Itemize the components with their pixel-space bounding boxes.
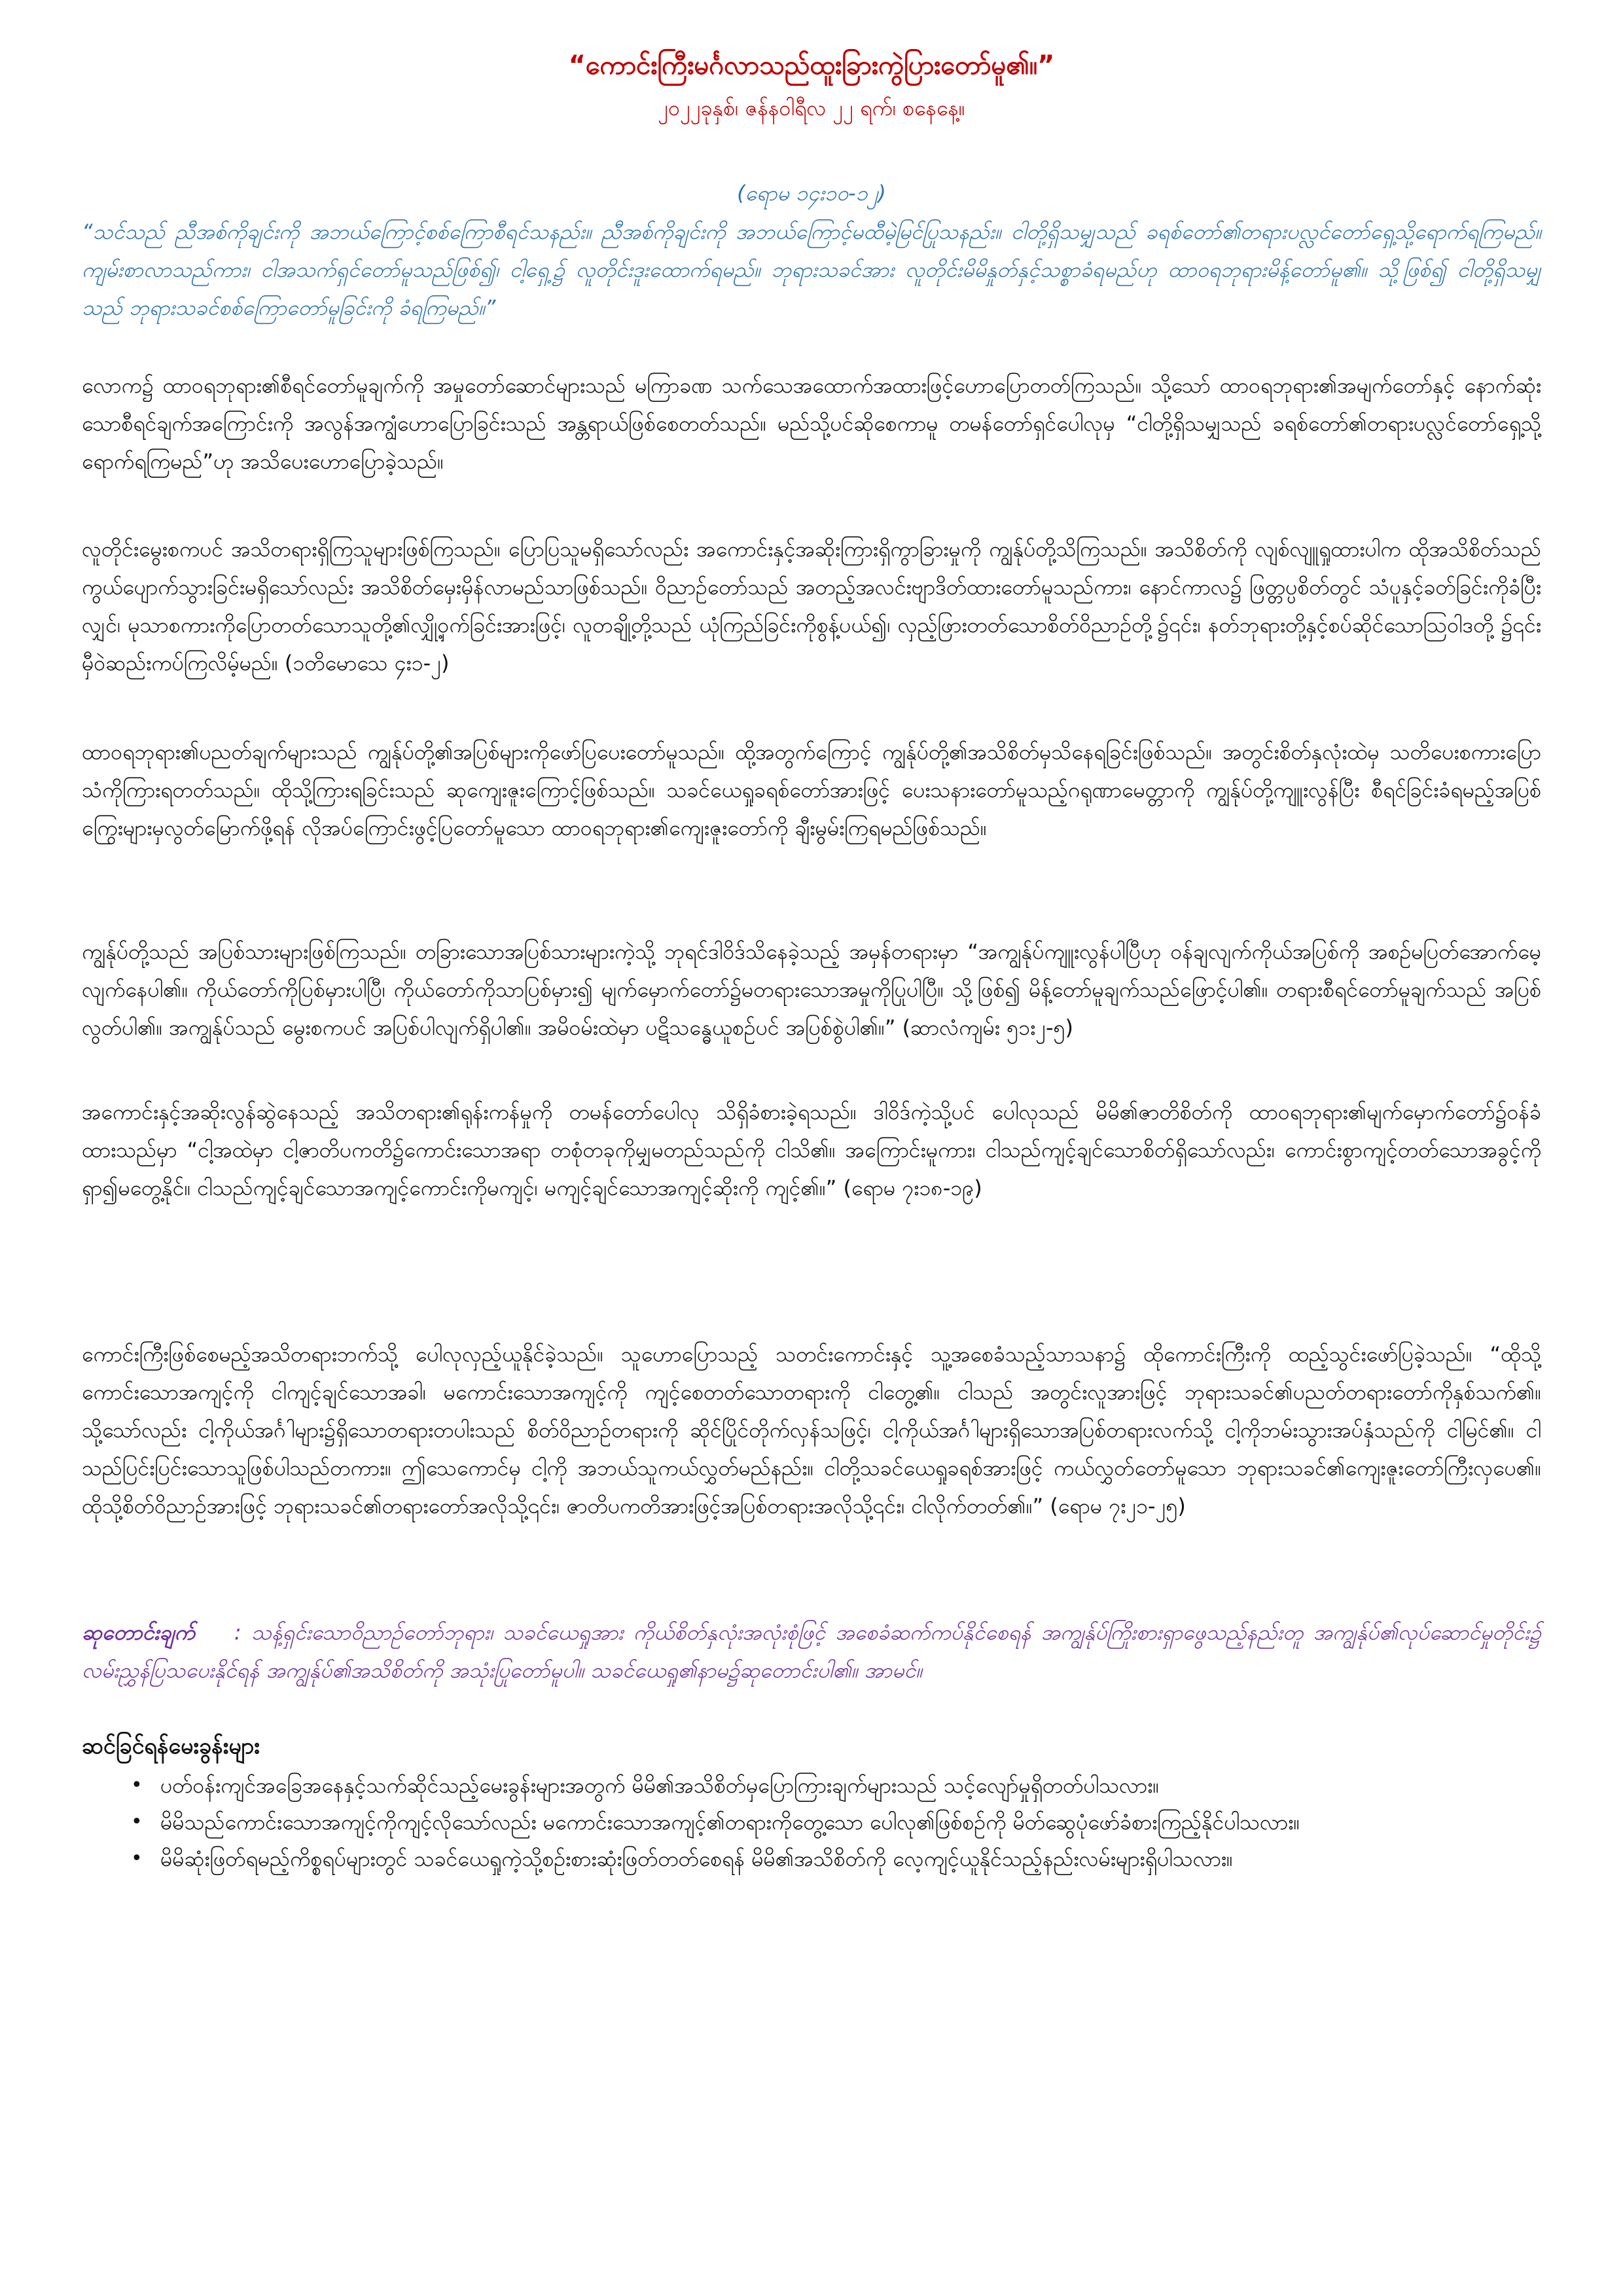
bullet-icon: •	[131, 1810, 143, 1833]
body-paragraph-5: အကောင်းနှင့်အဆိုးလွန်ဆွဲနေသည့် အသိတရား၏ရုန်းကန်မှုကို တမန်တော်ပေါလု သိရှိခံစားခဲ့ရသည်။ ဒါဝိဒ်ကဲ့သို့ပင် ပေါလုသည် မိမိ၏ဇာတိစိတ်ကို ထာဝရဘုရား၏မျက်မှောက်တော်၌ဝန်ခံထားသည်မှာ “ငါ့အထဲမှာ ငါ့ဇာတိပကတိ၌ကောင်းသောအရာ တစုံတခုကိုမျှမတည်သည်ကို ငါသိ၏။ အကြောင်းမူကား၊ ငါသည်ကျင့်ချင်သောစိတ်ရှိသော်လည်း၊ ကောင်းစွာကျင့်တတ်သောအခွင့်ကိုရှာ၍မတွေ့နိုင်။ ငါသည်ကျင့်ချင်သောအကျင့်ကောင်းကိုမကျင့်၊ မကျင့်ချင်သောအကျင့်ဆိုးကို ကျင့်၏။” (ရောမ ၇း၁၈-၁၉)	[82, 1100, 1541, 1200]
body-paragraph-3: ထာဝရဘုရား၏ပညတ်ချက်များသည် ကျွန်ုပ်တို့၏အပြစ်များကိုဖော်ပြပေးတော်မူသည်။ ထို့အတွက်ကြောင့် ကျွန်ုပ်တို့၏အသိစိတ်မှသိနေရခြင်းဖြစ်သည်။ အတွင်းစိတ်နှလုံးထဲမှ သတိပေးစကားပြောသံကိုကြားရတတ်သည်။ ထိုသို့ကြားရခြင်းသည် ဆုကျေးဇူးကြောင့်ဖြစ်သည်။ သခင်ယေရှုခရစ်တော်အားဖြင့် ပေးသနားတော်မူသည့်ဂရုဏာမေတ္တာကို ကျွန်ုပ်တို့ကျူးလွန်ပြီး စီရင်ခြင်းခံရမည့်အပြစ်ကြွေးများမှလွတ်မြောက်ဖို့ရန် လိုအပ်ကြောင်းဖွင့်ပြတော်မူသော ထာဝရဘုရား၏ကျေးဇူးတော်ကို ချီးမွမ်းကြရမည်ဖြစ်သည်။	[82, 740, 1541, 840]
body-paragraph-1: လောက၌ ထာဝရဘုရား၏စီရင်တော်မူချက်ကို အမှုတော်ဆောင်များသည် မကြာခဏ သက်သေအထောက်အထားဖြင့်ဟောပြောတတ်ကြသည်။ သို့သော် ထာဝရဘုရား၏အမျက်တော်နှင့် နောက်ဆုံးသောစီရင်ချက်အကြောင်းကို အလွန်အကျွံဟောပြောခြင်းသည် အန္တရာယ်ဖြစ်စေတတ်သည်။ မည်သို့ပင်ဆိုစေကာမူ တမန်တော်ရှင်ပေါလုမှ “ငါတို့ရှိသမျှသည် ခရစ်တော်၏တရားပလ္လင်တော်ရှေ့သို့ရောက်ရကြမည်”ဟု အသိပေးဟောပြောခဲ့သည်။	[82, 373, 1541, 474]
question-text: မိမိသည်ကောင်းသောအကျင့်ကိုကျင့်လိုသော်လည်း မကောင်းသောအကျင့်၏တရားကိုတွေ့သော ပေါလု၏ဖြစ်စဉ်ကို မိတ်ဆွေပုံဖော်ခံစားကြည့်နိုင်ပါသလား။	[160, 1810, 1300, 1835]
list-item	[82, 1840, 1541, 1877]
question-text: ပတ်ဝန်းကျင်အခြေအနေနှင့်သက်ဆိုင်သည့်မေးခွန်းများအတွက် မိမိ၏အသိစိတ်မှပြောကြားချက်များသည် သင့်လျော်မှုရှိတတ်ပါသလား။	[160, 1773, 1159, 1798]
list-item	[82, 1804, 1541, 1840]
prayer-text: : သန့်ရှင်းသောဝိညာဉ်တော်ဘုရား၊ သခင်ယေရှုအား ကိုယ်စိတ်နှလုံးအလုံးစုံဖြင့် အစေခံဆက်ကပ်နိုင်စေရန် အကျွန်ုပ်ကြိုးစားရှာဖွေသည့်နည်းတူ အကျွန်ုပ်၏လုပ်ဆောင်မှုတိုင်း၌ လမ်းညွှန်ပြသပေးနိုင်ရန် အကျွန်ုပ်၏အသိစိတ်ကို အသုံးပြုတော်မူပါ။ သခင်ယေရှု၏နာမ၌ဆုတောင်းပါ၏။ အာမင်။	[82, 1620, 1541, 1683]
bullet-icon: •	[131, 1774, 143, 1797]
body-paragraph-4: ကျွန်ုပ်တို့သည် အပြစ်သားများဖြစ်ကြသည်။ တခြားသောအပြစ်သားများကဲ့သို့ ဘုရင်ဒါဝိဒ်သိနေခဲ့သည့် အမှန်တရားမှာ “အကျွန်ုပ်ကျူးလွန်ပါပြီဟု ဝန်ချလျက်ကိုယ်အပြစ်ကို အစဉ်မပြတ်အောက်မေ့လျက်နေပါ၏။ ကိုယ်တော်ကိုပြစ်မှားပါပြီ၊ ကိုယ်တော်ကိုသာပြစ်မှား၍ မျက်မှောက်တော်၌မတရားသောအမှုကိုပြုပါပြီ။ သို့ဖြစ်၍ မိန့်တော်မူချက်သည်ဖြောင့်ပါ၏။ တရားစီရင်တော်မူချက်သည် အပြစ်လွတ်ပါ၏။ အကျွန်ုပ်သည် မွေးစကပင် အပြစ်ပါလျက်ရှိပါ၏။ အမိဝမ်းထဲမှာ ပဋိသန္ဓေယူစဉ်ပင် အပြစ်စွဲပါ၏။” (ဆာလံကျမ်း ၅၁း၂-၅)	[82, 939, 1541, 1040]
questions-heading: ဆင်ခြင်ရန်မေးခွန်းများ	[82, 1733, 260, 1759]
body-paragraph-2: လူတိုင်းမွေးစကပင် အသိတရားရှိကြသူများဖြစ်ကြသည်။ ပြောပြသူမရှိသော်လည်း အကောင်းနှင့်အဆိုးကြားရှိကွာခြားမှုကို ကျွန်ုပ်တို့သိကြသည်။ အသိစိတ်ကို လျစ်လျူရှုထားပါက ထိုအသိစိတ်သည် ကွယ်ပျောက်သွားခြင်းမရှိသော်လည်း အသိစိတ်မှေးမှိန်လာမည်သာဖြစ်သည်။ ဝိညာဉ်တော်သည် အတည့်အလင်းဗျာဒိတ်ထားတော်မူသည်ကား၊ နောင်ကာလ၌ ဖြတ္တပ္ပစိတ်တွင် သံပူနှင့်ခတ်ခြင်းကိုခံပြီးလျှင်၊ မုသာစကားကိုပြောတတ်သောသူတို့၏လျှို့ဝှက်ခြင်းအားဖြင့်၊ လူတချို့တို့သည် ယုံကြည်ခြင်းကိုစွန့်ပယ်၍၊ လှည့်ဖြားတတ်သောစိတ်ဝိညာဉ်တို့၌၎င်း၊ နတ်ဘုရားတို့နှင့်စပ်ဆိုင်သောဩဝါဒတို့ ၌၎င်းမှီဝဲဆည်းကပ်ကြလိမ့်မည်။ (၁တိမောသေ ၄း၁-၂)	[82, 537, 1541, 675]
body-paragraph-6: ကောင်းကြီးဖြစ်စေမည့်အသိတရားဘက်သို့ ပေါလုလှည့်ယူနိုင်ခဲ့သည်။ သူဟောပြောသည့် သတင်းကောင်းနှင့် သူ့အစေခံသည့်သာသနာ၌ ထိုကောင်းကြီးကို ထည့်သွင်းဖော်ပြခဲ့သည်။ “ထိုသို့ကောင်းသောအကျင့်ကို ငါကျင့်ချင်သောအခါ၊ မကောင်းသောအကျင့်ကို ကျင့်စေတတ်သောတရားကို ငါတွေ့၏။ ငါသည် အတွင်းလူအားဖြင့် ဘုရားသခင်၏ပညတ်တရားတော်ကိုနှစ်သက်၏။ သို့သော်လည်း ငါ့ကိုယ်အင်္ဂါများ၌ရှိသောတရားတပါးသည် စိတ်ဝိညာဉ်တရားကို ဆိုင်ပြိုင်တိုက်လှန်သဖြင့်၊ ငါ့ကိုယ်အင်္ဂါများရှိသောအပြစ်တရားလက်သို့ ငါ့ကိုဘမ်းသွားအပ်နှံသည်ကို ငါမြင်၏။ ငါသည်ပြင်းပြင်းသောသူဖြစ်ပါသည်တကား။ ဤသေကောင်မှ ငါ့ကို အဘယ်သူကယ်လွှတ်မည်နည်း။ ငါတို့သခင်ယေရှုခရစ်အားဖြင့် ကယ်လွှတ်တော်မူသော ဘုရားသခင်၏ကျေးဇူးတော်ကြီးလှပေ၏။ ထိုသို့စိတ်ဝိညာဉ်အားဖြင့် ဘုရားသခင်၏တရားတော်အလိုသို့၎င်း၊ ဇာတိပကတိအားဖြင့်အပြစ်တရားအလိုသို့၎င်း၊ ငါလိုက်တတ်၏။” (ရောမ ၇း၂၁-၂၅)	[82, 1342, 1541, 1518]
question-text: မိမိဆုံးဖြတ်ရမည့်ကိစ္စရပ်များတွင် သခင်ယေရှုကဲ့သို့စဉ်းစားဆုံးဖြတ်တတ်စေရန် မိမိ၏အသိစိတ်ကို လေ့ကျင့်ယူနိုင်သည့်နည်းလမ်းများရှိပါသလား။	[160, 1846, 1233, 1871]
questions-list	[82, 1767, 1541, 1877]
page-title: “ကောင်းကြီးမင်္ဂလာသည်ထူးခြားကွဲပြားတော်မူ၏။”	[568, 50, 1055, 81]
prayer-section	[82, 1613, 1541, 1689]
scripture-reference: (ရောမ ၁၄း၁၀-၁၂)	[737, 181, 886, 206]
scripture-verse: “သင်သည် ညီအစ်ကိုချင်းကို အဘယ်ကြောင့်စစ်ကြောစီရင်သနည်း။ ညီအစ်ကိုချင်းကို အဘယ်ကြောင့်မထီမဲ့မြင်ပြုသနည်း။ ငါတို့ရှိသမျှသည် ခရစ်တော်၏တရားပလ္လင်တော်ရှေ့သို့ရောက်ရကြမည်။ ကျမ်းစာလာသည်ကား၊ ငါအသက်ရှင်တော်မူသည်ဖြစ်၍၊ ငါ့ရှေ့၌ လူတိုင်းဒူးထောက်ရမည်။ ဘုရားသခင်အား လူတိုင်းမိမိနှုတ်နှင့်သစ္စာခံရမည်ဟု ထာဝရဘုရားမိန့်တော်မူ၏။ သို့ဖြစ်၍ ငါတို့ရှိသမျှသည် ဘုရားသခင်စစ်ကြောတော်မူခြင်းကို ခံရကြမည်။”	[82, 219, 1541, 320]
list-item	[82, 1767, 1541, 1804]
page-date: ၂၀၂၂ခုနှစ်၊ ဇန်နဝါရီလ ၂၂ ရက်၊ စနေနေ့။	[658, 96, 965, 120]
prayer-label: ဆုတောင်းချက်	[82, 1620, 195, 1645]
bullet-icon: •	[131, 1847, 143, 1870]
